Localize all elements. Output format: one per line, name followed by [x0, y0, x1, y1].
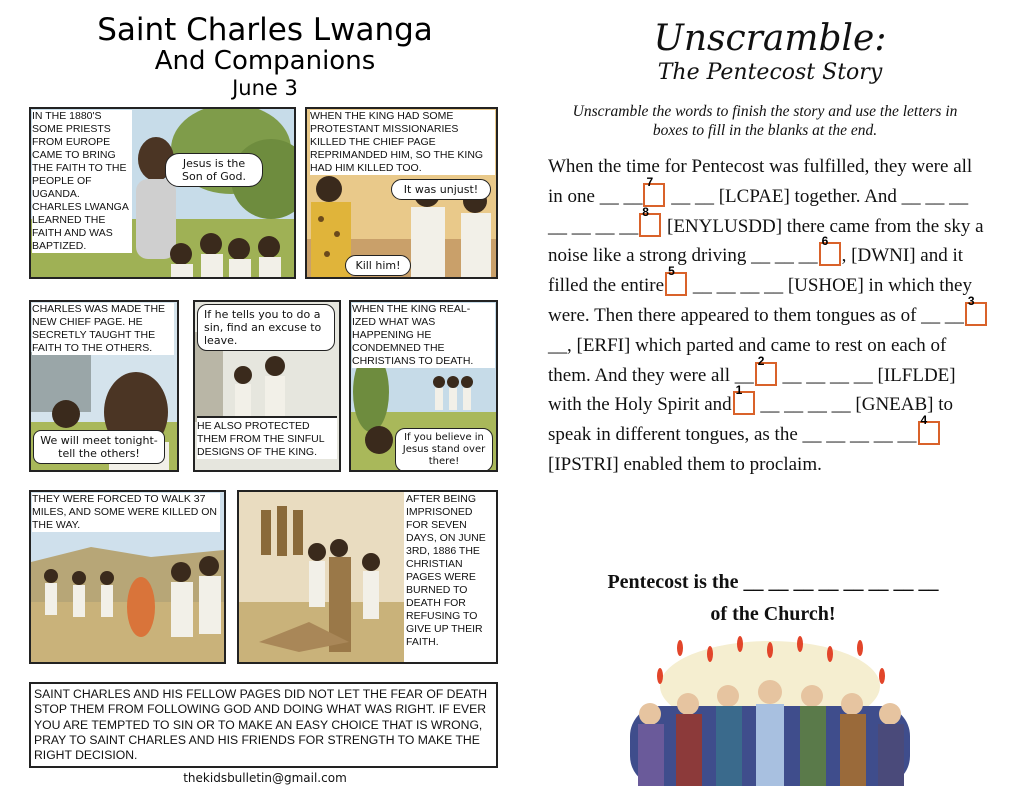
comic-panel-2 [305, 107, 498, 279]
saint-subtitle: And Companions [154, 46, 376, 76]
letter-box-number: 7 [646, 174, 654, 189]
story-segment: When the time for Pentecost was fulfilled, they were all in one __ __ [548, 156, 973, 207]
story-segment: __ __ __ __ [USHOE] in which they were. Then there appeared to them tongues as of __ __ [548, 275, 972, 326]
final-blank-line: Pentecost is the __ __ __ __ __ __ __ __ [607, 571, 939, 593]
letter-box-number: 8 [642, 204, 649, 219]
saint-title: Saint Charles Lwanga [97, 12, 433, 48]
panel-5-speech-bubble: If you believe in Jesus stand over there! [395, 428, 493, 472]
contact-email: thekidsbulletin@gmail.com [183, 771, 347, 785]
comic-panel-3 [29, 300, 179, 472]
comic-panel-7 [237, 490, 498, 664]
puzzle-subtitle: The Pentecost Story [657, 60, 883, 85]
letter-box[interactable] [733, 383, 755, 415]
panel-2-speech-bubble-kill: Kill him! [345, 255, 411, 276]
comic-panel-5 [349, 300, 498, 472]
panel-3-caption: CHARLES WAS MADE THE NEW CHIEF PAGE. HE SECRETLY TAUGHT THE FAITH TO THE OTHERS. [32, 303, 174, 355]
comic-panel-1 [29, 107, 296, 279]
story-segment: __ __ __ __ [GNEAB] to speak in different tongues, as the __ __ __ __ __ [548, 394, 954, 446]
story-segment: __, [ERFI] which parted and came to rest on each of them. And they were all __ [548, 334, 947, 386]
letter-box[interactable] [819, 234, 841, 266]
panel-1-speech-bubble: Jesus is the Son of God. [165, 153, 263, 187]
panel-7-caption: AFTER BEING IMPRISONED FOR SEVEN DAYS, ON JUNE 3RD, 1886 THE CHRISTIAN PAGES WERE BURNED TO DEATH FOR REFUSING TO GIVE UP THEIR FAITH. [406, 493, 496, 649]
panel-2-speech-bubble-unjust: It was unjust! [391, 179, 491, 200]
panel-1-caption: IN THE 1880'S SOME PRIESTS FROM EUROPE CAME TO BRING THE FAITH TO THE PEOPLE OF UGANDA. CHARLES LWANGA LEARNED THE FAITH AND WAS BAPTIZED. [32, 110, 132, 253]
summary-box [29, 682, 498, 768]
letter-box[interactable] [965, 293, 987, 326]
panel-3-speech-bubble: We will meet tonight- tell the others! [33, 430, 165, 464]
story-segment: __ __ [LCPAE] together. And __ __ __ __ __ __ __ [548, 185, 969, 237]
comic-panel-4 [193, 300, 341, 472]
puzzle-title: Unscramble: [653, 18, 887, 59]
letter-box[interactable] [755, 353, 777, 386]
summary-text: SAINT CHARLES AND HIS FELLOW PAGES DID NOT LET THE FEAR OF DEATH STOP THEM FROM FOLLOWING GOD AND DOING WHAT WAS RIGHT. IF EVER YOU ARE TEMPTED TO SIN OR TO MAKE AN EASY CHOICE THAT IS WRONG, PRAY TO SAINT CHARLES AND HIS FRIENDS FOR STRENGTH TO MAKE THE RIGHT DECISION. [34, 687, 496, 763]
letter-box-number: 4 [920, 413, 928, 428]
letter-box-number: 5 [668, 264, 675, 279]
story-segment: __ __ __ __ [ILFLDE] with the Holy Spirit and [548, 364, 956, 416]
story-text [548, 152, 988, 480]
final-church-line: of the Church! [710, 603, 836, 625]
pentecost-illustration [620, 636, 920, 786]
panel-5-caption: WHEN THE KING REAL- IZED WHAT WAS HAPPENING HE CONDEMNED THE CHRISTIANS TO DEATH. [352, 303, 495, 368]
letter-box[interactable] [665, 264, 687, 296]
comic-panel-6 [29, 490, 226, 664]
panel-7-illustration [239, 492, 404, 662]
panel-4-speech-bubble: If he tells you to do a sin, find an excuse to leave. [197, 304, 335, 351]
story-segment: [ENYLUSDD] there came from the sky a noise like a strong driving __ __ __ [548, 215, 984, 267]
letter-box-number: 2 [757, 353, 765, 368]
letter-box[interactable] [918, 413, 940, 445]
story-segment: , [DWNI] and it filled the entire [548, 245, 964, 297]
letter-box[interactable] [639, 204, 661, 237]
letter-box-number: 3 [967, 293, 975, 308]
story-segment: [IPSTRI] enabled them to proclaim. [548, 453, 822, 475]
panel-4-caption: HE ALSO PROTECTED THEM FROM THE SINFUL DESIGNS OF THE KING. [197, 416, 337, 459]
panel-2-caption: WHEN THE KING HAD SOME PROTESTANT MISSIONARIES KILLED THE CHIEF PAGE REPRIMANDED HIM, SO THE KING HAD HIM KILLED TOO. [310, 110, 495, 175]
puzzle-instructions: Unscramble the words to finish the story and use the letters in boxes to fill in the blanks at the end. [572, 103, 958, 139]
panel-6-caption: THEY WERE FORCED TO WALK 37 MILES, AND SOME WERE KILLED ON THE WAY. [32, 493, 220, 532]
letter-box-number: 1 [735, 383, 743, 398]
letter-box-number: 6 [821, 234, 829, 249]
feast-date: June 3 [232, 76, 298, 100]
